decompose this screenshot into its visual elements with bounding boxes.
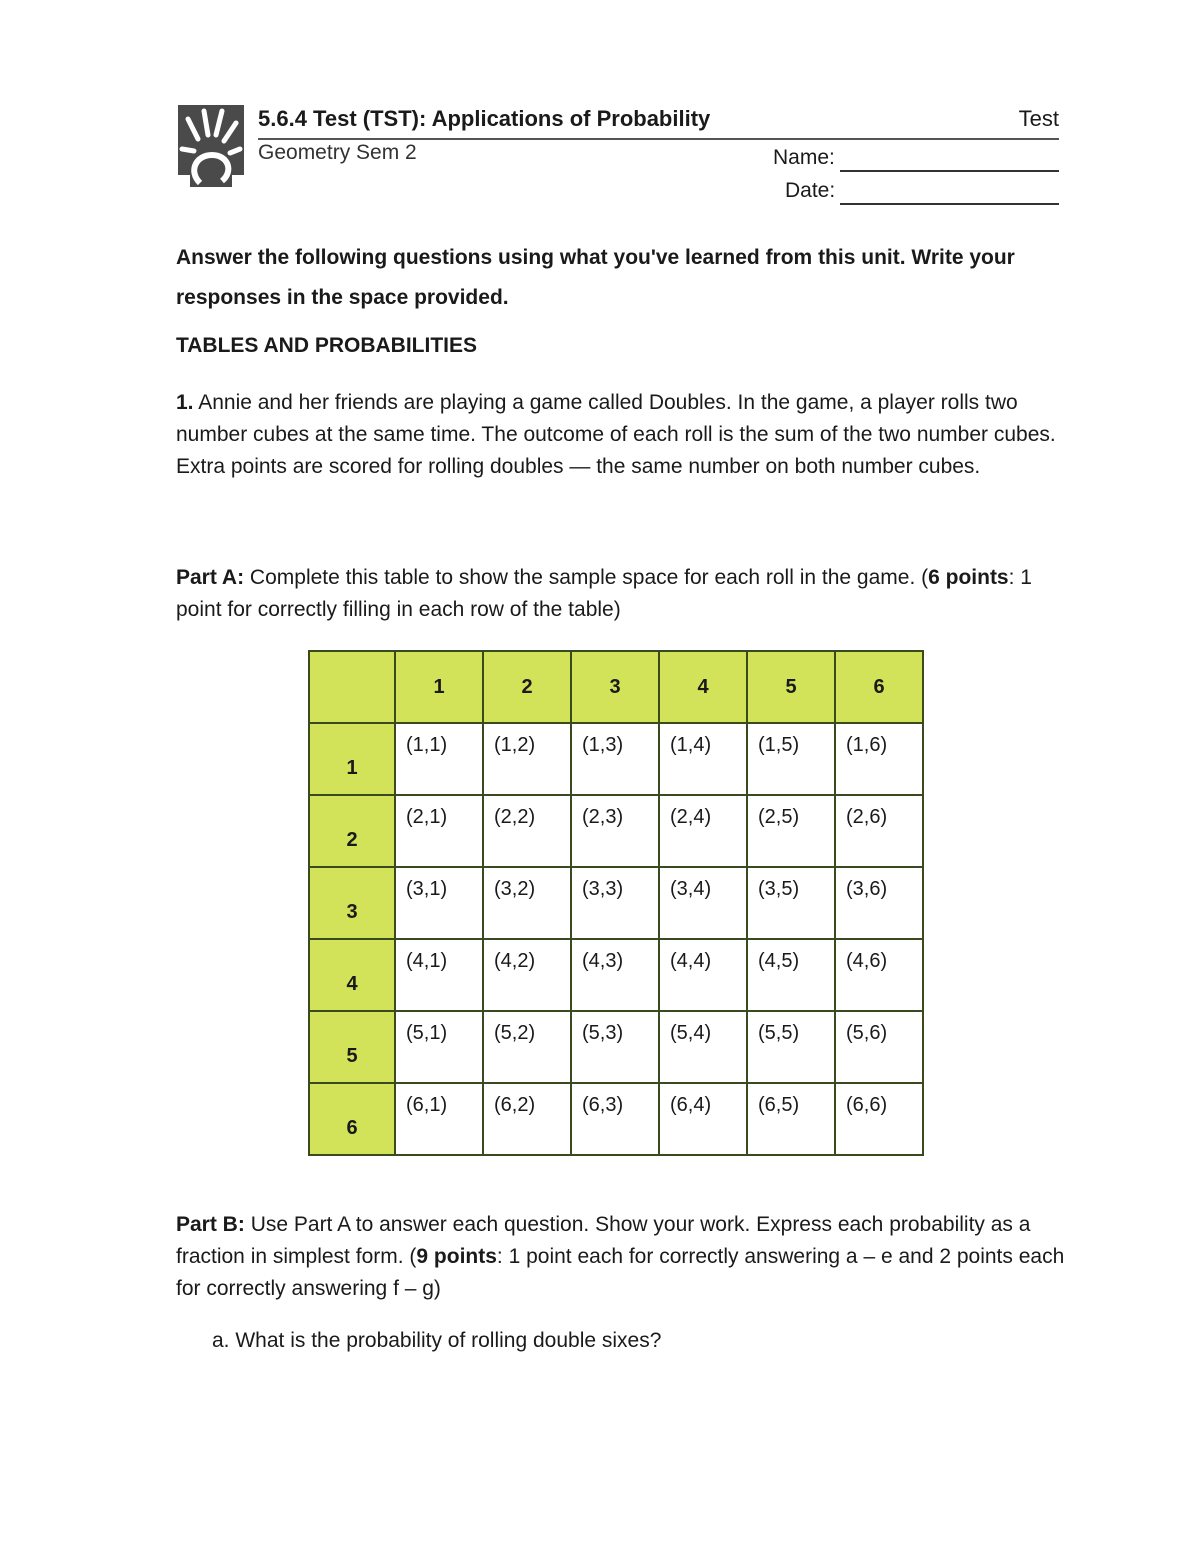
document-title: 5.6.4 Test (TST): Applications of Probability xyxy=(258,106,711,131)
row-header: 2 xyxy=(309,795,395,867)
part-a-points: 6 points xyxy=(928,566,1009,589)
table-cell[interactable]: (1,6) xyxy=(835,723,923,795)
column-header: 6 xyxy=(835,651,923,723)
table-cell[interactable]: (3,2) xyxy=(483,867,571,939)
table-cell[interactable]: (2,6) xyxy=(835,795,923,867)
table-row xyxy=(309,723,923,795)
table-cell[interactable]: (4,6) xyxy=(835,939,923,1011)
row-header: 3 xyxy=(309,867,395,939)
header-divider xyxy=(258,138,1059,140)
part-b-points-detail: : 1 point each for correctly answering a – e and 2 points each for correctly answering f – g) xyxy=(176,1245,1065,1300)
table-cell[interactable]: (5,1) xyxy=(395,1011,483,1083)
name-field[interactable] xyxy=(840,170,1059,172)
section-title: TABLES AND PROBABILITIES xyxy=(176,334,478,357)
table-cell[interactable]: (1,1) xyxy=(395,723,483,795)
column-header: 5 xyxy=(747,651,835,723)
column-header: 1 xyxy=(395,651,483,723)
table-row xyxy=(309,1011,923,1083)
date-field[interactable] xyxy=(840,203,1059,205)
table-cell[interactable]: (5,4) xyxy=(659,1011,747,1083)
part-b-points: 9 points xyxy=(416,1245,497,1268)
date-label: Date: xyxy=(785,179,836,202)
question-1-number: 1. xyxy=(176,391,194,414)
table-cell[interactable]: (1,2) xyxy=(483,723,571,795)
row-header: 5 xyxy=(309,1011,395,1083)
table-cell[interactable]: (6,2) xyxy=(483,1083,571,1155)
table-cell[interactable]: (3,4) xyxy=(659,867,747,939)
part-b-text: Use Part A to answer each question. Show your work. Express each probability as a fraction in simplest form. ( xyxy=(176,1213,1031,1268)
table-cell[interactable]: (5,2) xyxy=(483,1011,571,1083)
publisher-logo-icon xyxy=(178,105,244,187)
table-cell[interactable]: (4,3) xyxy=(571,939,659,1011)
table-cell[interactable]: (1,3) xyxy=(571,723,659,795)
part-b-label: Part B: xyxy=(176,1213,245,1236)
table-cell[interactable]: (3,6) xyxy=(835,867,923,939)
table-cell[interactable]: (3,5) xyxy=(747,867,835,939)
table-header-row xyxy=(309,651,923,723)
table-cell[interactable]: (4,1) xyxy=(395,939,483,1011)
table-cell[interactable]: (2,5) xyxy=(747,795,835,867)
table-cell[interactable]: (1,5) xyxy=(747,723,835,795)
table-cell[interactable]: (5,5) xyxy=(747,1011,835,1083)
part-a-points-detail: : 1 point for correctly filling in each row of the table) xyxy=(176,566,1032,621)
table-row xyxy=(309,939,923,1011)
table-cell[interactable]: (4,5) xyxy=(747,939,835,1011)
table-cell[interactable]: (1,4) xyxy=(659,723,747,795)
table-cell[interactable]: (6,3) xyxy=(571,1083,659,1155)
row-header: 1 xyxy=(309,723,395,795)
table-row xyxy=(309,795,923,867)
table-corner-cell xyxy=(309,651,395,723)
table-cell[interactable]: (2,2) xyxy=(483,795,571,867)
table-cell[interactable]: (4,2) xyxy=(483,939,571,1011)
table-row xyxy=(309,867,923,939)
table-cell[interactable]: (6,6) xyxy=(835,1083,923,1155)
table-cell[interactable]: (6,1) xyxy=(395,1083,483,1155)
part-a-text: Complete this table to show the sample space for each roll in the game. ( xyxy=(249,566,929,589)
column-header: 4 xyxy=(659,651,747,723)
sample-space-table xyxy=(308,650,924,1156)
table-cell[interactable]: (4,4) xyxy=(659,939,747,1011)
question-a: a. What is the probability of rolling double sixes? xyxy=(212,1329,662,1352)
question-1 xyxy=(176,387,1076,483)
table-cell[interactable]: (6,4) xyxy=(659,1083,747,1155)
table-cell[interactable]: (5,6) xyxy=(835,1011,923,1083)
table-cell[interactable]: (2,1) xyxy=(395,795,483,867)
part-a-prompt xyxy=(176,562,1076,626)
row-header: 6 xyxy=(309,1083,395,1155)
part-a-label: Part A: xyxy=(176,566,245,589)
column-header: 2 xyxy=(483,651,571,723)
table-cell[interactable]: (2,4) xyxy=(659,795,747,867)
table-cell[interactable]: (6,5) xyxy=(747,1083,835,1155)
table-cell[interactable]: (2,3) xyxy=(571,795,659,867)
question-1-text: Annie and her friends are playing a game called Doubles. In the game, a player rolls two number cubes at the same time. The outcome of each roll is the sum of the two number cubes. Extra points are scored for rolling doubles — the same number on both number cubes. xyxy=(176,391,1056,478)
table-row xyxy=(309,1083,923,1155)
table-cell[interactable]: (3,3) xyxy=(571,867,659,939)
part-b-prompt xyxy=(176,1209,1076,1305)
table-cell[interactable]: (3,1) xyxy=(395,867,483,939)
column-header: 3 xyxy=(571,651,659,723)
table-cell[interactable]: (5,3) xyxy=(571,1011,659,1083)
course-name: Geometry Sem 2 xyxy=(258,141,417,164)
row-header: 4 xyxy=(309,939,395,1011)
instructions: Answer the following questions using what you've learned from this unit. Write your responses in the space provided. xyxy=(176,246,1015,309)
document-type: Test xyxy=(1018,106,1059,131)
name-label: Name: xyxy=(773,146,835,169)
